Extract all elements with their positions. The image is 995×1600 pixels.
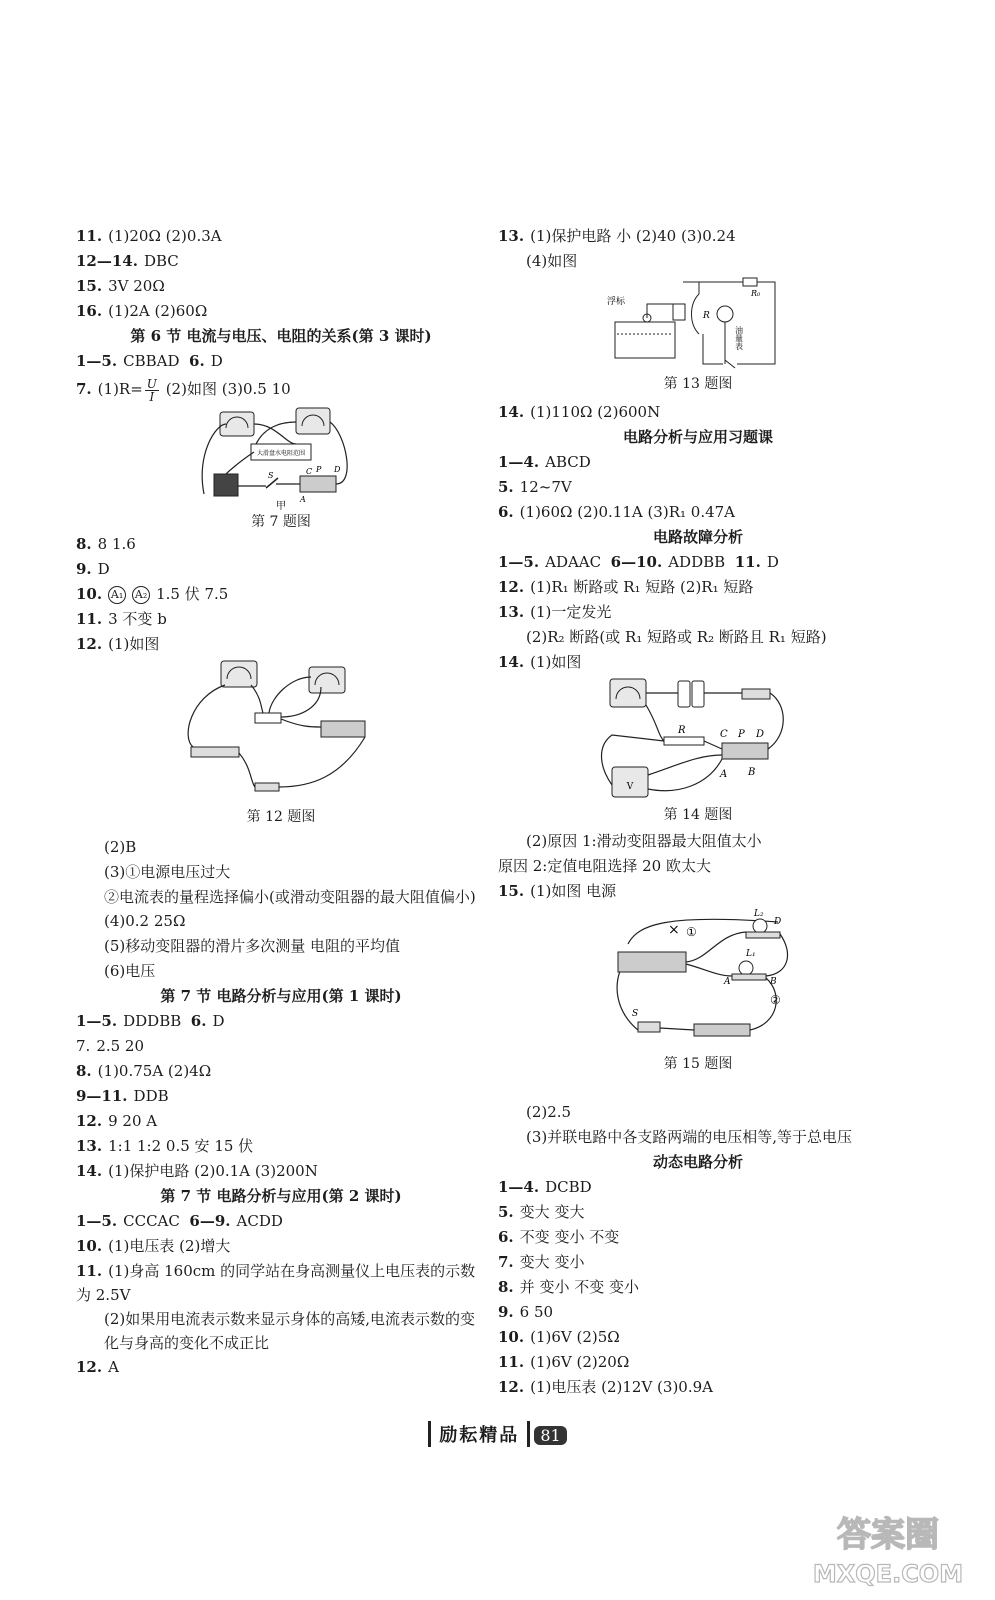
section-heading: 电路分析与应用习题课 [622, 428, 773, 446]
circuit-diagram-14 [598, 675, 798, 805]
answer-line: 1—5. CBBAD 6. D [76, 352, 223, 370]
figure-15 [498, 904, 898, 1054]
fraction: $\frac{U}{I}$ [146, 376, 157, 404]
answer-line: 1—5. DDDBB 6. D [76, 1012, 225, 1030]
ammeter-symbol: A₁ [108, 586, 126, 604]
answer-line: 5. 12~7V [498, 478, 572, 496]
figure-12 [76, 657, 486, 807]
answer-line: 10. (1)电压表 (2)增大 [76, 1237, 231, 1255]
battery-icon [692, 681, 704, 707]
answer-line: 7. (1)R= $\frac{U}{I}$ (2)如图 (3)0.5 10 [76, 376, 291, 404]
answer-line: 11. (1)20Ω (2)0.3A [76, 227, 222, 245]
circuit-diagram-12 [171, 657, 391, 807]
svg-text:MXQE.COM: MXQE.COM [812, 1560, 964, 1588]
answer-line: 12. (1)R₁ 断路或 R₁ 短路 (2)R₁ 短路 [498, 578, 754, 596]
lamp-icon [753, 919, 767, 933]
answer-line: 8. 8 1.6 [76, 535, 136, 553]
section-heading: 第 7 节 电路分析与应用(第 2 课时) [160, 1187, 402, 1205]
svg-text:R: R [703, 311, 710, 321]
switch-icon [638, 1022, 660, 1032]
answer-line: 14. (1)110Ω (2)600N [498, 403, 661, 421]
meter-icon [717, 306, 733, 322]
answer-line: 11. (1)6V (2)20Ω [498, 1353, 630, 1371]
answer-line: 15. (1)如图 电源 [498, 882, 617, 900]
svg-text:油量表: 油量表 [734, 326, 744, 350]
answer-line: 13. (1)一定发光 [498, 603, 612, 621]
tank-icon [615, 322, 675, 358]
svg-text:R: R [678, 725, 686, 736]
brand-logo: 励耘精品 [428, 1421, 530, 1447]
answer-line: (5)移动变阻器的滑片多次测量 电阻的平均值 [104, 937, 401, 955]
answer-line: 8. (1)0.75A (2)4Ω [76, 1062, 212, 1080]
resistor-icon [255, 713, 281, 723]
resistor-label: 大滑盘水电阻范围 [256, 450, 306, 457]
answer-line: 9. 6 50 [498, 1303, 554, 1321]
voltmeter-icon [296, 408, 330, 434]
figure-caption: 第 15 题图 [663, 1056, 733, 1072]
svg-text:P: P [316, 465, 322, 474]
watermark-logo [800, 1500, 975, 1590]
answer-line: (2)R₂ 断路(或 R₁ 短路或 R₂ 断路且 R₁ 短路) [526, 628, 827, 646]
answer-line: 9. D [76, 560, 110, 578]
svg-text:D: D [334, 465, 341, 474]
svg-text:V: V [626, 782, 634, 792]
svg-text:B: B [748, 767, 756, 778]
svg-text:L₂: L₂ [754, 909, 764, 919]
svg-text:甲: 甲 [276, 501, 286, 512]
svg-text:C: C [720, 729, 728, 740]
battery-icon [694, 1024, 750, 1036]
lamp-icon [739, 961, 753, 975]
answer-line: 14. (1)保护电路 (2)0.1A (3)200N [76, 1162, 318, 1180]
answer-line: 12. (1)如图 [76, 635, 160, 653]
ammeter-icon [221, 661, 257, 687]
answer-line: 11. 3 不变 b [76, 610, 167, 628]
answer-line: (2)如果用电流表示数来显示身体的高矮,电流表示数的变化与身高的变化不成正比 [104, 1310, 476, 1352]
answer-line: 12—14. DBC [76, 252, 179, 270]
page-number: 81 [534, 1426, 566, 1445]
section-heading: 第 6 节 电流与电压、电阻的关系(第 3 课时) [130, 327, 432, 345]
rheostat-icon [618, 952, 686, 972]
answer-line: 7. 2.5 20 [76, 1037, 145, 1055]
figure-13 [498, 274, 898, 374]
switch-icon [255, 783, 279, 791]
svg-text:L₁: L₁ [746, 949, 756, 959]
answer-line: (2)原因 1:滑动变阻器最大阻值太小 [526, 832, 762, 850]
answer-line: 12. 9 20 A [76, 1112, 158, 1130]
svg-text:S: S [268, 471, 274, 480]
left-column [76, 224, 486, 1380]
circuit-diagram-15 [598, 904, 798, 1054]
answer-line: 8. 并 变小 不变 变小 [498, 1278, 639, 1296]
ammeter-icon [610, 679, 646, 707]
svg-text:D: D [756, 729, 765, 740]
answer-line: 1—4. ABCD [498, 453, 591, 471]
answer-line: (3)并联电路中各支路两端的电压相等,等于总电压 [526, 1128, 853, 1146]
answer-line: (6)电压 [104, 962, 156, 980]
resistor-icon [664, 737, 704, 745]
battery-icon [678, 681, 690, 707]
svg-text:①: ① [686, 925, 697, 939]
svg-text:P: P [738, 729, 745, 740]
answer-line: 1—4. DCBD [498, 1178, 592, 1196]
answer-line: (2)B [104, 838, 137, 856]
svg-text:答案圈: 答案圈 [837, 1515, 939, 1555]
section-heading: 第 7 节 电路分析与应用(第 1 课时) [160, 987, 402, 1005]
svg-text:R₀: R₀ [751, 289, 761, 298]
rheostat-icon [321, 721, 365, 737]
page-footer [0, 1421, 995, 1447]
svg-text:A: A [724, 977, 731, 987]
figure-caption: 第 14 题图 [663, 807, 733, 823]
svg-text:②: ② [770, 993, 781, 1007]
circuit-diagram-13 [603, 274, 793, 374]
answer-line: 1—5. CCCAC 6—9. ACDD [76, 1212, 283, 1230]
figure-14 [498, 675, 898, 805]
svg-text:C: C [306, 467, 313, 476]
answer-line: 7. 变大 变小 [498, 1253, 585, 1271]
answer-line: 12. (1)电压表 (2)12V (3)0.9A [498, 1378, 713, 1396]
svg-text:D: D [774, 917, 782, 927]
answer-line: 6. 不变 变小 不变 [498, 1228, 620, 1246]
svg-text:A: A [720, 769, 728, 780]
voltmeter-icon [309, 667, 345, 693]
battery-icon [214, 474, 238, 496]
section-heading: 电路故障分析 [652, 528, 743, 546]
answer-line: 12. A [76, 1358, 119, 1376]
answer-line: 10. A₁ A₂ 1.5 伏 7.5 [76, 585, 229, 603]
answer-line: 原因 2:定值电阻选择 20 欧太大 [498, 857, 711, 875]
answer-line: 1—5. ADAAC 6—10. ADDBB 11. D [498, 553, 779, 571]
rheostat-icon [722, 743, 768, 759]
answer-line: 13. (1)保护电路 小 (2)40 (3)0.24 [498, 227, 736, 245]
answer-line: (2)2.5 [526, 1103, 572, 1121]
answer-line: 5. 变大 变大 [498, 1203, 585, 1221]
battery-icon [191, 747, 239, 757]
answer-line: 10. (1)6V (2)5Ω [498, 1328, 620, 1346]
circuit-diagram-7 [196, 404, 366, 512]
answer-line: 6. (1)60Ω (2)0.11A (3)R₁ 0.47A [498, 503, 736, 521]
answer-line: 13. 1:1 1:2 0.5 安 15 伏 [76, 1137, 254, 1155]
section-heading: 动态电路分析 [652, 1153, 743, 1171]
answer-line: ②电流表的量程选择偏小(或滑动变阻器的最大阻值偏小) [104, 888, 476, 906]
answer-line: (4)0.2 25Ω [104, 912, 186, 930]
figure-caption: 第 7 题图 [251, 514, 311, 530]
figure-caption: 第 13 题图 [663, 376, 733, 392]
answer-line: (3)①电源电压过大 [104, 863, 231, 881]
svg-text:浮标: 浮标 [607, 297, 626, 307]
rheostat-icon [300, 476, 336, 492]
svg-text:S: S [632, 1009, 639, 1019]
answer-line: 16. (1)2A (2)60Ω [76, 302, 208, 320]
answer-line: 14. (1)如图 [498, 653, 582, 671]
ammeter-symbol: A₂ [132, 586, 150, 604]
svg-text:×: × [668, 922, 680, 938]
answer-line: (4)如图 [526, 252, 578, 270]
figure-caption: 第 12 题图 [246, 809, 316, 825]
answer-line: 11. (1)身高 160cm 的同学站在身高测量仪上电压表的示数为 2.5V [76, 1262, 476, 1304]
svg-text:B: B [770, 977, 777, 987]
svg-text:A: A [300, 495, 306, 504]
resistor-icon [743, 278, 757, 286]
answer-line: 9—11. DDB [76, 1087, 169, 1105]
switch-icon [742, 689, 770, 699]
figure-7 [76, 404, 486, 512]
answer-line: 15. 3V 20Ω [76, 277, 165, 295]
right-column [498, 224, 898, 1400]
